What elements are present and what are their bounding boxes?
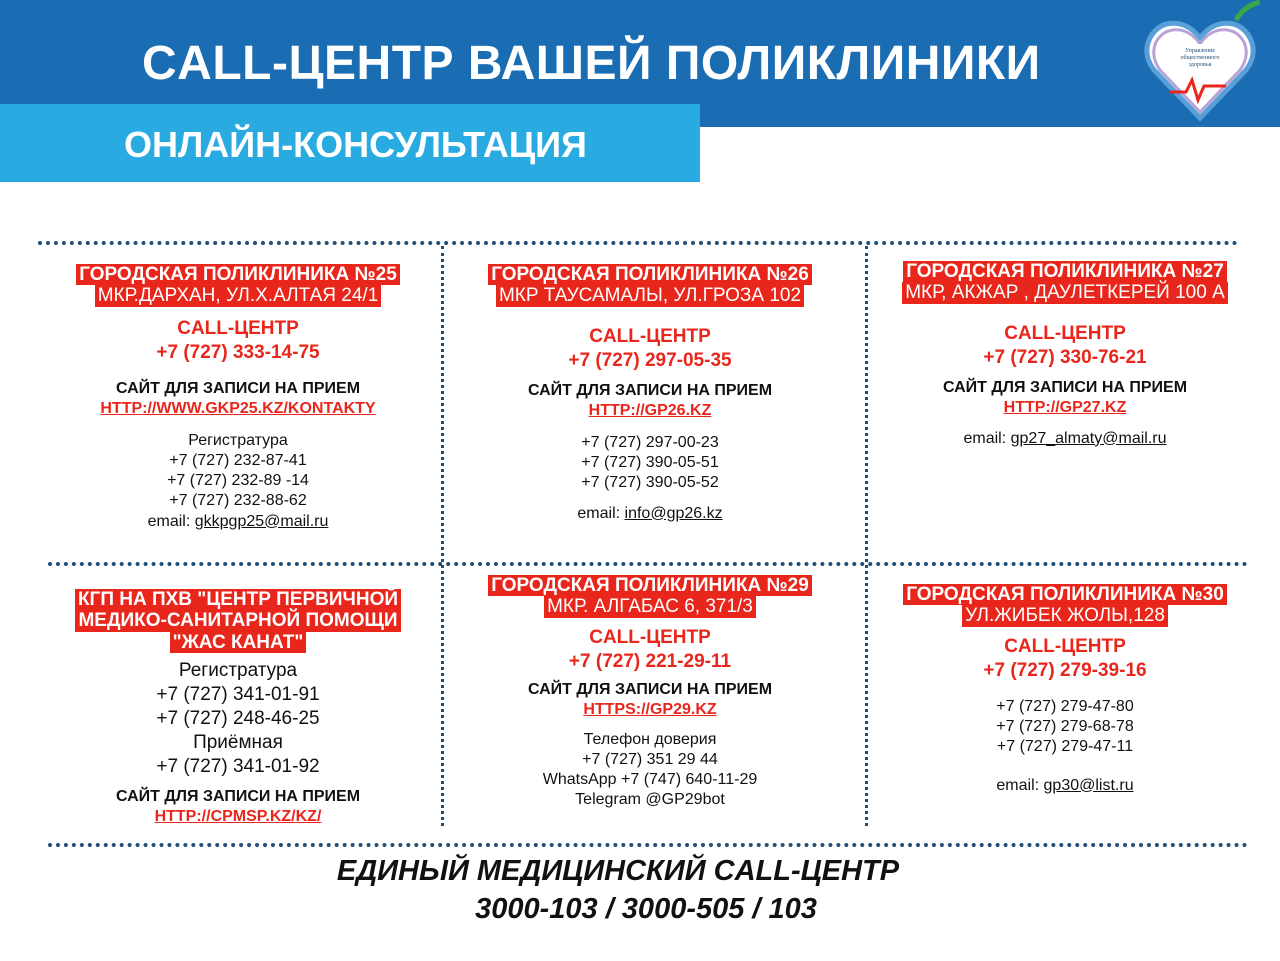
clinic-name-line-2: МЕДИКО-САНИТАРНОЙ ПОМОЩИ xyxy=(75,610,400,631)
telegram-contact: Telegram @GP29bot xyxy=(575,790,725,808)
site-link[interactable]: HTTP://GP26.KZ xyxy=(588,401,712,419)
unified-call-center-title: ЕДИНЫЙ МЕДИЦИНСКИЙ CALL-ЦЕНТР xyxy=(336,855,900,887)
registry-label: Регистратура xyxy=(188,431,288,449)
clinic-name: ГОРОДСКАЯ ПОЛИКЛИНИКА №30 xyxy=(903,584,1227,605)
email-label: email: xyxy=(577,504,621,522)
call-center-label: CALL-ЦЕНТР xyxy=(589,626,711,648)
phone: +7 (727) 279-68-78 xyxy=(996,717,1134,735)
email-label: email: xyxy=(963,429,1007,447)
trust-phone-label: Телефон доверия xyxy=(583,730,717,748)
phone: +7 (727) 297-00-23 xyxy=(581,433,719,451)
site-label: САЙТ ДЛЯ ЗАПИСИ НА ПРИЕМ xyxy=(527,381,773,399)
unified-call-center-numbers: 3000-103 / 3000-505 / 103 xyxy=(475,893,817,925)
email-link[interactable]: gp27_almaty@mail.ru xyxy=(1010,429,1167,447)
trust-phone: +7 (727) 351 29 44 xyxy=(582,750,718,768)
call-center-label: CALL-ЦЕНТР xyxy=(177,317,299,339)
site-label: САЙТ ДЛЯ ЗАПИСИ НА ПРИЕМ xyxy=(942,378,1188,396)
phone: +7 (727) 279-47-11 xyxy=(996,737,1134,755)
clinic-name: ГОРОДСКАЯ ПОЛИКЛИНИКА №26 xyxy=(488,264,812,285)
clinic-address: МКР ТАУСАМАЛЫ, УЛ.ГРОЗА 102 xyxy=(496,285,804,306)
svg-text:здоровья: здоровья xyxy=(1188,62,1212,68)
site-link[interactable]: HTTPS://GP29.KZ xyxy=(583,700,717,718)
page-subtitle: ОНЛАЙН-КОНСУЛЬТАЦИЯ xyxy=(124,124,587,165)
email-label: email: xyxy=(996,776,1040,794)
site-label: САЙТ ДЛЯ ЗАПИСИ НА ПРИЕМ xyxy=(527,680,773,698)
call-center-phone: +7 (727) 333-14-75 xyxy=(156,341,320,363)
email-link[interactable]: info@gp26.kz xyxy=(624,504,723,522)
call-center-phone: +7 (727) 297-05-35 xyxy=(568,349,732,371)
jas-kanat-card xyxy=(48,589,428,827)
call-center-phone: +7 (727) 330-76-21 xyxy=(983,346,1147,368)
clinic-name: ГОРОДСКАЯ ПОЛИКЛИНИКА №29 xyxy=(488,575,812,596)
dotted-divider-bottom xyxy=(48,843,1248,847)
clinic-name-line-3: "ЖАС КАНАТ" xyxy=(170,632,307,653)
clinic-address: МКР, АКЖАР , ДАУЛЕТКЕРЕЙ 100 А xyxy=(902,282,1228,303)
site-link[interactable]: HTTP://CPMSP.KZ/KZ/ xyxy=(154,807,322,825)
clinic-25-card xyxy=(48,264,428,533)
site-link[interactable]: HTTP://WWW.GKP25.KZ/KONTAKTY xyxy=(100,399,376,417)
phone: +7 (727) 232-89 -14 xyxy=(167,471,309,489)
clinic-29-card xyxy=(455,575,845,810)
phone: +7 (727) 248-46-25 xyxy=(156,707,320,729)
phone: +7 (727) 341-01-91 xyxy=(156,683,320,705)
page-title: CALL-ЦЕНТР ВАШЕЙ ПОЛИКЛИНИКИ xyxy=(142,37,1041,90)
clinic-address: МКР. АЛГАБАС 6, 371/3 xyxy=(544,596,756,617)
site-label: САЙТ ДЛЯ ЗАПИСИ НА ПРИЕМ xyxy=(115,787,361,805)
call-center-phone: +7 (727) 221-29-11 xyxy=(568,650,732,672)
clinic-name-line-1: КГП НА ПХВ "ЦЕНТР ПЕРВИЧНОЙ xyxy=(75,589,401,610)
call-center-label: CALL-ЦЕНТР xyxy=(1004,322,1126,344)
phone: +7 (727) 341-01-92 xyxy=(156,755,320,777)
svg-text:Управление: Управление xyxy=(1184,48,1216,54)
phone: +7 (727) 232-88-62 xyxy=(169,491,307,509)
clinic-30-card xyxy=(880,584,1250,797)
clinic-name: ГОРОДСКАЯ ПОЛИКЛИНИКА №27 xyxy=(903,261,1227,282)
phone: +7 (727) 232-87-41 xyxy=(169,451,307,469)
email-label: email: xyxy=(147,512,191,530)
clinic-26-card xyxy=(455,264,845,525)
phone: +7 (727) 279-47-80 xyxy=(996,697,1134,715)
phone: +7 (727) 390-05-52 xyxy=(581,473,719,491)
email-link[interactable]: gkkpgp25@mail.ru xyxy=(194,512,329,530)
reception-label: Приёмная xyxy=(193,731,283,753)
heart-logo-icon xyxy=(1140,0,1260,126)
clinic-address: УЛ.ЖИБЕК ЖОЛЫ,128 xyxy=(962,605,1168,626)
clinic-address: МКР.ДАРХАН, УЛ.Х.АЛТАЯ 24/1 xyxy=(95,285,382,306)
registry-label: Регистратура xyxy=(178,659,298,681)
call-center-label: CALL-ЦЕНТР xyxy=(589,325,711,347)
call-center-label: CALL-ЦЕНТР xyxy=(1004,635,1126,657)
dotted-divider-top xyxy=(38,241,1238,245)
site-link[interactable]: HTTP://GP27.KZ xyxy=(1003,398,1127,416)
svg-text:общественного: общественного xyxy=(1180,55,1220,61)
call-center-phone: +7 (727) 279-39-16 xyxy=(983,659,1147,681)
clinic-name: ГОРОДСКАЯ ПОЛИКЛИНИКА №25 xyxy=(76,264,400,285)
whatsapp-contact: WhatsApp +7 (747) 640-11-29 xyxy=(542,770,758,788)
dotted-divider-vertical-left xyxy=(441,246,444,826)
dotted-divider-vertical-right xyxy=(865,246,868,826)
site-label: САЙТ ДЛЯ ЗАПИСИ НА ПРИЕМ xyxy=(115,379,361,397)
email-link[interactable]: gp30@list.ru xyxy=(1043,776,1134,794)
clinic-27-card xyxy=(880,261,1250,450)
dotted-divider-middle xyxy=(48,562,1248,566)
phone: +7 (727) 390-05-51 xyxy=(581,453,719,471)
